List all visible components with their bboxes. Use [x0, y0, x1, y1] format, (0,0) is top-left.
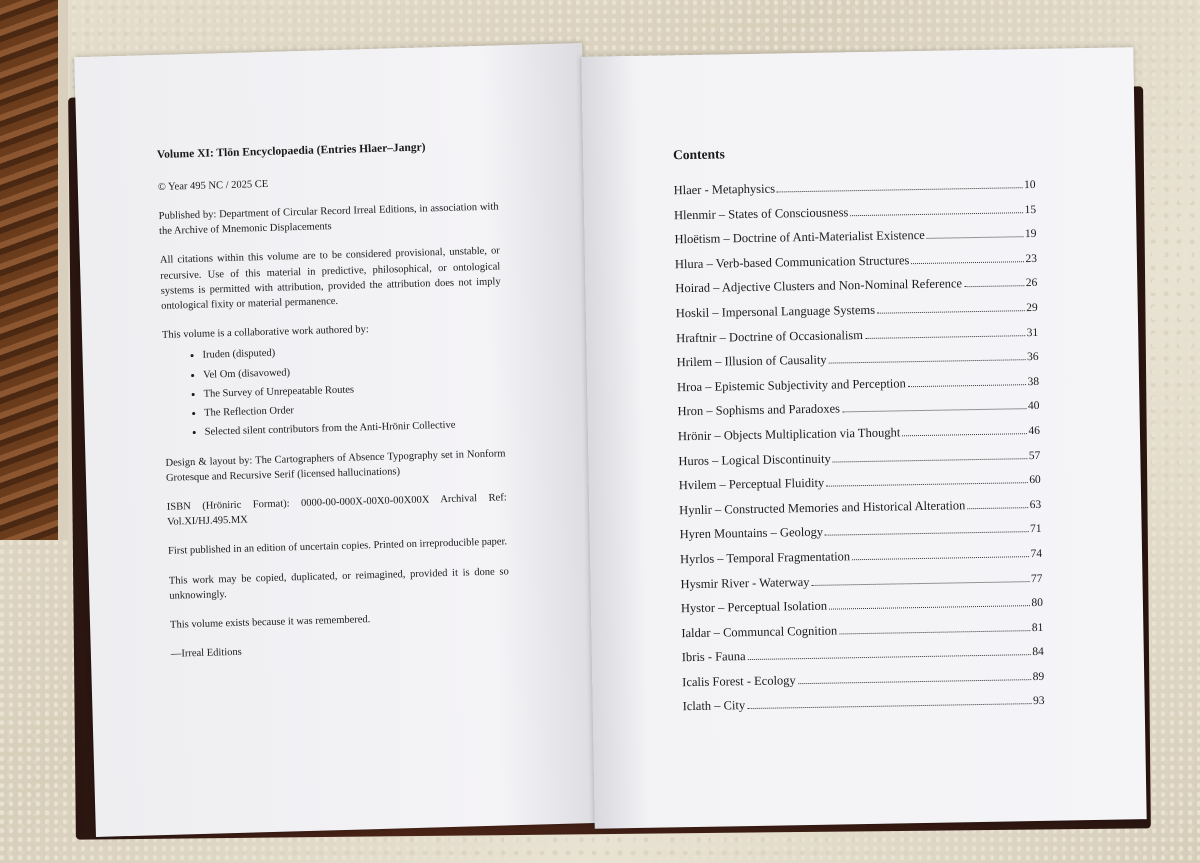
- toc-entry-label: Ialdar – Communcal Cognition: [681, 623, 838, 640]
- toc-entry-page: 31: [1026, 326, 1039, 339]
- toc-entry-label: Hynlir – Constructed Memories and Historical Alteration: [679, 497, 966, 517]
- toc-entry-page: 19: [1024, 228, 1037, 241]
- toc-entry: [683, 693, 1045, 724]
- toc-entry-page: 57: [1028, 449, 1041, 462]
- toc-entry-label: Huros – Logical Discontinuity: [678, 451, 831, 468]
- toc-leader-dots: [798, 679, 1031, 684]
- toc-entry-page: 74: [1030, 547, 1043, 561]
- toc-entry-label: Hlaer - Metaphysics: [673, 181, 776, 198]
- toc-entry-label: Hrönir – Objects Multiplication via Thought: [677, 425, 901, 444]
- toc-entry-label: Hysmir River - Waterway: [680, 574, 810, 591]
- volume-title: Volume XI: Tlön Encyclopaedia (Entries Hlaer–Jangr): [156, 141, 426, 161]
- toc-entry-page: 89: [1032, 670, 1045, 683]
- contributor-item: • Vel Om (disavowed): [203, 359, 503, 383]
- contents-heading: Contents: [672, 146, 725, 163]
- copy-notice: This work may be copied, duplicated, or reimagined, provided it is done so unknowingly.: [168, 565, 509, 602]
- toc-leader-dots: [842, 409, 1026, 413]
- contributor-list: [162, 340, 504, 442]
- toc-entry-page: 60: [1029, 474, 1041, 487]
- collab-intro: This volume is a collaborative work authored by:: [161, 324, 369, 342]
- toc-leader-dots: [826, 482, 1027, 487]
- toc-entry-label: Hoskil – Impersonal Language Systems: [675, 302, 876, 321]
- toc-entry-page: 26: [1025, 277, 1038, 290]
- contents-list: [674, 177, 1045, 724]
- toc-entry-label: Hloëtism – Doctrine of Anti-Materialist Existence: [674, 228, 925, 247]
- toc-leader-dots: [852, 556, 1028, 560]
- toc-entry-label: Hron – Sophisms and Paradoxes: [677, 401, 841, 419]
- toc-leader-dots: [877, 310, 1024, 314]
- toc-leader-dots: [829, 605, 1029, 609]
- toc-entry-page: 36: [1027, 351, 1039, 364]
- toc-leader-dots: [829, 359, 1026, 363]
- contributor-item: • Selected silent contributors from the Anti-Hrönir Collective: [205, 417, 505, 441]
- design-credit: Design & layout by: The Cartographers of Absence Typography set in Nonform Grotesque and Recursive Serif (licensed hallucinations): [165, 447, 506, 484]
- toc-entry-page: 77: [1030, 572, 1043, 585]
- toc-entry-page: 40: [1027, 400, 1040, 413]
- copyright-line: © Year 495 NC / 2025 CE: [157, 178, 269, 193]
- toc-entry-page: 23: [1025, 252, 1038, 265]
- toc-entry-page: 63: [1029, 498, 1042, 511]
- toc-leader-dots: [748, 654, 1031, 660]
- toc-leader-dots: [747, 704, 1031, 710]
- left-page: [74, 43, 604, 837]
- rug-border: [0, 0, 68, 540]
- toc-entry-label: Hraftnir – Doctrine of Occasionalism: [676, 327, 864, 345]
- toc-leader-dots: [850, 212, 1022, 216]
- toc-entry-label: Hvilem – Perceptual Fluidity: [678, 475, 825, 493]
- toc-entry-label: Hrilem – Illusion of Causality: [676, 352, 827, 370]
- signature: —Irreal Editions: [170, 647, 242, 661]
- contents-page: [673, 141, 1045, 724]
- toc-entry-label: Hyren Mountains – Geology: [679, 525, 824, 542]
- toc-entry-page: 15: [1024, 203, 1037, 216]
- citations-notice: All citations within this volume are to be considered provisional, unstable, or recursive. Use of this material in predictive, philosophical, or ontological systems is permitted with attribution, provided the attribution does not imply ontological fixity or material permanence.: [159, 245, 501, 312]
- toc-entry-label: Ibris - Fauna: [681, 649, 746, 665]
- toc-leader-dots: [825, 531, 1028, 536]
- contributor-item: • Iruden (disputed): [202, 340, 502, 364]
- toc-leader-dots: [911, 261, 1023, 264]
- toc-entry-page: 29: [1026, 301, 1038, 315]
- toc-entry-label: Hoirad – Adjective Clusters and Non-Nominal Reference: [675, 276, 963, 296]
- toc-entry-page: 80: [1031, 596, 1044, 610]
- toc-entry-label: Icalis Forest - Ecology: [682, 673, 796, 690]
- exists-line: This volume exists because it was remembered.: [169, 614, 371, 631]
- toc-entry-label: Hroa – Epistemic Subjectivity and Perception: [676, 376, 906, 395]
- toc-entry-page: 93: [1033, 695, 1045, 708]
- toc-entry-page: 84: [1032, 646, 1044, 659]
- first-published-line: First published in an edition of uncertain copies. Printed on irreproducible paper.: [167, 536, 508, 558]
- toc-leader-dots: [964, 286, 1024, 288]
- toc-leader-dots: [902, 433, 1026, 436]
- right-page: [581, 47, 1146, 829]
- toc-entry-page: 81: [1031, 621, 1044, 634]
- toc-entry-label: Hlenmir – States of Consciousness: [673, 204, 849, 222]
- toc-leader-dots: [811, 581, 1029, 586]
- toc-leader-dots: [839, 630, 1030, 634]
- copyright-page-content: [157, 137, 512, 676]
- toc-entry-page: 38: [1027, 375, 1040, 388]
- toc-leader-dots: [908, 384, 1026, 387]
- toc-entry-page: 10: [1024, 178, 1036, 192]
- publisher-line: Published by: Department of Circular Record Irreal Editions, in association with the Archive of Mnemonic Displacements: [158, 201, 499, 238]
- contributor-item: • The Survey of Unrepeatable Routes: [203, 378, 503, 402]
- toc-leader-dots: [833, 458, 1027, 462]
- toc-entry-page: 46: [1028, 424, 1041, 438]
- toc-entry-page: 71: [1030, 523, 1042, 536]
- isbn-line: ISBN (Hröniric Format): 0000-00-000X-00X0-00X00X Archival Ref: Vol.XI/HJ.495.MX: [166, 492, 507, 528]
- toc-leader-dots: [777, 187, 1022, 192]
- contributor-item: • The Reflection Order: [204, 397, 504, 421]
- toc-leader-dots: [967, 507, 1027, 509]
- toc-entry-label: Hystor – Perceptual Isolation: [680, 598, 828, 616]
- toc-leader-dots: [927, 236, 1023, 239]
- toc-entry-label: Hlura – Verb-based Communication Structures: [674, 252, 910, 272]
- toc-entry-label: Hyrlos – Temporal Fragmentation: [679, 549, 851, 567]
- toc-entry-label: Iclath – City: [682, 698, 746, 714]
- toc-leader-dots: [865, 335, 1025, 339]
